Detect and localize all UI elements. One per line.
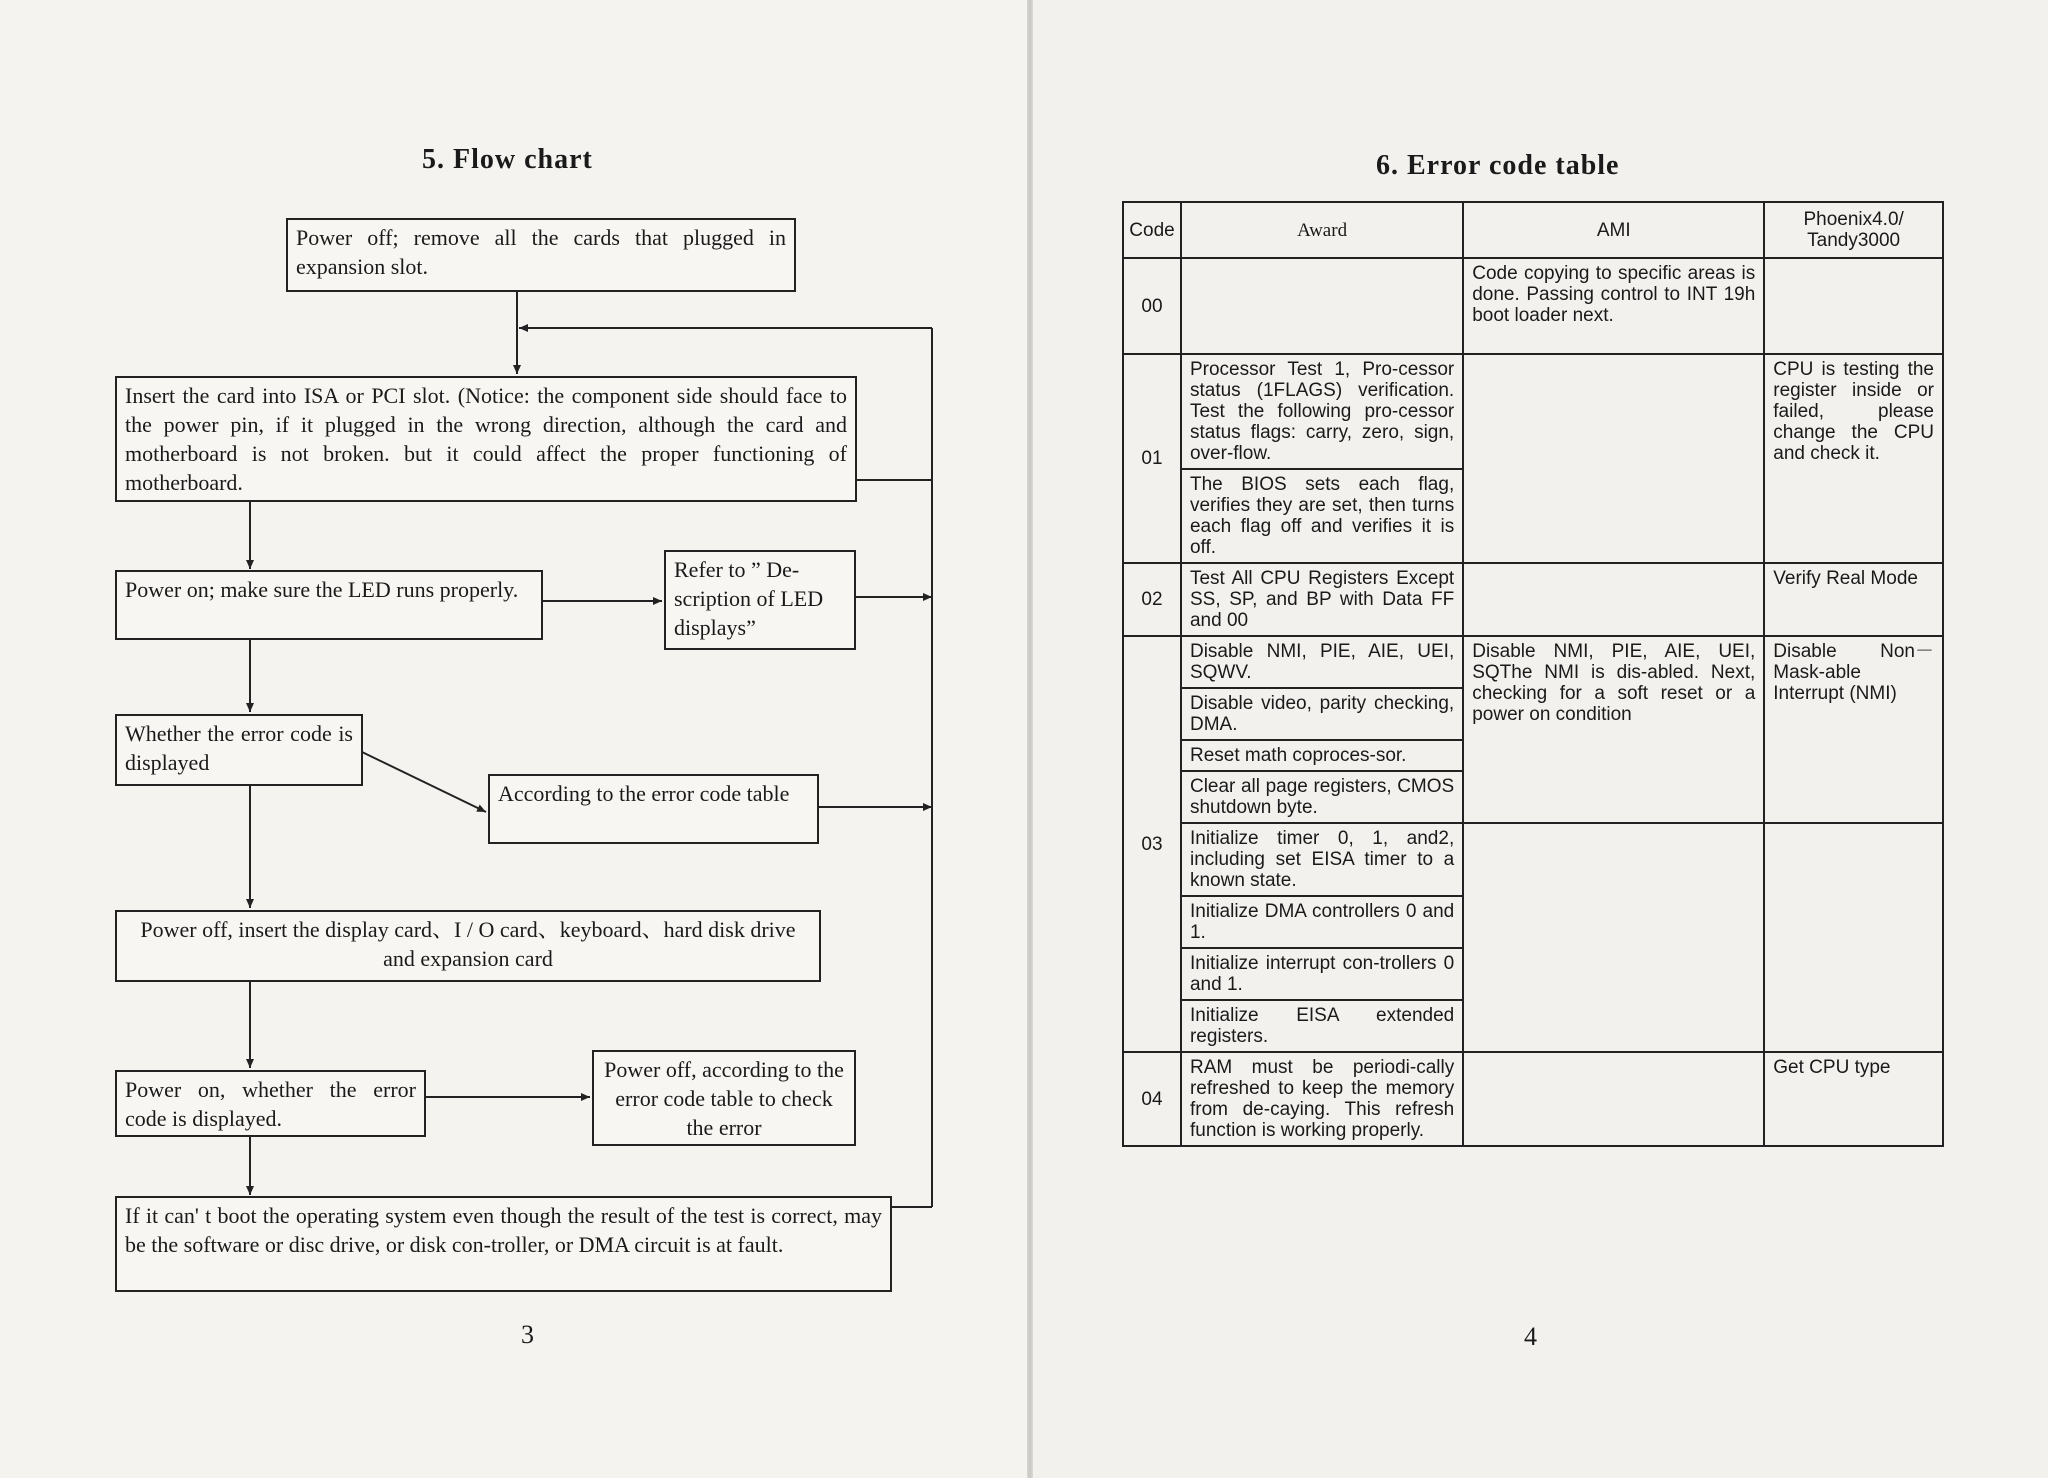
award-cell: Initialize interrupt con-trollers 0 and 1. [1181,948,1463,1000]
code-cell: 00 [1123,258,1181,354]
error-code-table-heading: 6. Error code table [1376,150,1620,181]
code-cell: 04 [1123,1052,1181,1146]
table-row [1123,563,1943,636]
connector-4-according [362,752,486,812]
award-cell: Test All CPU Registers Except SS, SP, and BP with Data FF and 00 [1181,563,1463,636]
phoenix-cell: Disable Non－Mask-able Interrupt (NMI) [1764,636,1943,823]
phoenix-cell: CPU is testing the register inside or failed, please change the CPU and check it. [1764,354,1943,563]
ami-cell-empty [1463,823,1764,1052]
table-row [1123,636,1943,688]
award-cell [1181,258,1463,354]
ami-cell: Disable NMI, PIE, AIE, UEI, SQThe NMI is dis-abled. Next, checking for a soft reset or a power on condition [1463,636,1764,823]
award-cell: RAM must be periodi-cally refreshed to keep the memory from de-caying. This refresh function is working properly. [1181,1052,1463,1146]
table-row [1123,823,1943,896]
header-award: Award [1181,202,1463,258]
table-row [1123,1052,1943,1146]
flow-step-power-off-remove-cards: Power off; remove all the cards that plugged in expansion slot. [286,218,796,292]
award-cell: Initialize DMA controllers 0 and 1. [1181,896,1463,948]
header-ami: AMI [1463,202,1764,258]
flow-step-according-error-table: According to the error code table [488,774,819,844]
code-cell: 01 [1123,354,1181,563]
code-cell: 02 [1123,563,1181,636]
phoenix-cell: Verify Real Mode [1764,563,1943,636]
flow-step-refer-led-displays: Refer to ” De-scription of LED displays” [664,550,856,650]
flow-step-insert-all-cards: Power off, insert the display card、I / O card、keyboard、hard disk drive and expansion card [115,910,821,982]
header-code: Code [1123,202,1181,258]
award-cell: Disable NMI, PIE, AIE, UEI, SQWV. [1181,636,1463,688]
phoenix-cell [1764,258,1943,354]
award-cell: Initialize EISA extended registers. [1181,1000,1463,1052]
phoenix-cell-empty [1764,823,1943,1052]
table-header-row [1123,202,1943,258]
award-cell: Initialize timer 0, 1, and2, including set EISA timer to a known state. [1181,823,1463,896]
ami-cell [1463,1052,1764,1146]
award-cell: Clear all page registers, CMOS shutdown byte. [1181,771,1463,823]
ami-cell [1463,563,1764,636]
award-cell: The BIOS sets each flag, verifies they are set, then turns each flag off and verifies it is off. [1181,469,1463,563]
flow-chart-heading: 5. Flow chart [422,144,593,175]
table-row [1123,354,1943,469]
flow-step-power-on-check-error: Power on, whether the error code is displayed. [115,1070,426,1137]
code-cell: 03 [1123,636,1181,1052]
error-code-table [1122,201,1944,1147]
award-cell: Disable video, parity checking, DMA. [1181,688,1463,740]
flow-step-power-off-check-error: Power off, according to the error code table to check the error [592,1050,856,1146]
phoenix-cell: Get CPU type [1764,1052,1943,1146]
flow-step-power-on-led: Power on; make sure the LED runs properly. [115,570,543,640]
page-number-left: 3 [521,1320,534,1349]
page-number-right: 4 [1524,1322,1537,1351]
flow-step-insert-card: Insert the card into ISA or PCI slot. (Notice: the component side should face to the power pin, if it plugged in the wrong direction, although the card and motherboard is not broken. but it could affect the proper functioning of motherboard. [115,376,857,502]
table-row [1123,258,1943,354]
ami-cell [1463,354,1764,563]
flow-step-boot-failure: If it can' t boot the operating system even though the result of the test is correct, may be the software or disc drive, or disk con-troller, or DMA circuit is at fault. [115,1196,892,1292]
award-cell: Reset math coproces-sor. [1181,740,1463,771]
award-cell: Processor Test 1, Pro-cessor status (1FLAGS) verification. Test the following pro-cessor status flags: carry, zero, sign, over-flow. [1181,354,1463,469]
ami-cell: Code copying to specific areas is done. Passing control to INT 19h boot loader next. [1463,258,1764,354]
flow-step-error-code-displayed: Whether the error code is displayed [115,714,363,786]
header-phoenix: Phoenix4.0/ Tandy3000 [1764,202,1943,258]
